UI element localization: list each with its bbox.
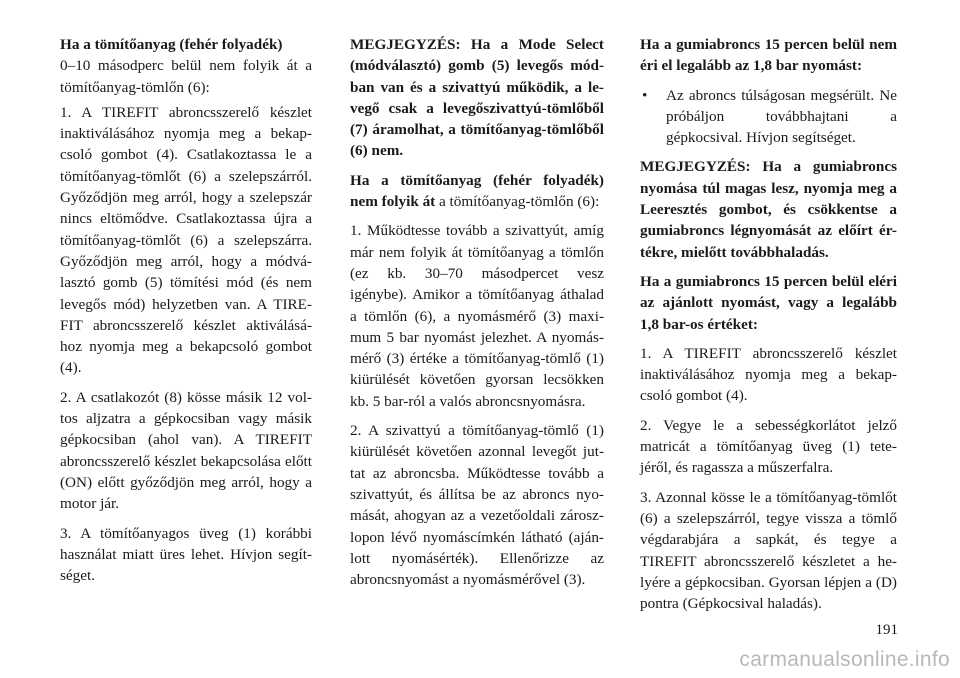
section-heading-1 — [640, 34, 897, 77]
section-heading-paragraph — [350, 170, 604, 213]
section-intro: 0–10 másodperc belül nem folyik át a tömítőanyag-tömlőn (6): — [60, 57, 312, 96]
step-paragraph-1: 1. A TIREFIT abroncsszerelő készlet inaktiválásához nyomja meg a bekap-csoló gombot (4). — [640, 344, 897, 405]
step-paragraph-2: 2. A csatlakozót (8) kösse másik 12 vol-tos aljzatra a gépkocsiban vagy másik gépkocsiban (ahol van). A TIREFIT abroncsszerelő készlet bekapcsolása előtt (ON) előtt győződjön meg arról, hogy a motor jár. — [60, 388, 312, 513]
note-paragraph — [350, 34, 604, 162]
bullet-text: Az abroncs túlságosan megsérült. Ne próbáljon továbbhajtani a gépkocsival. Hívjon segítséget. — [666, 86, 897, 147]
section-heading-rest: a tömítőanyag-tömlőn (6): — [435, 193, 600, 211]
note-text: MEGJEGYZÉS: Ha a Mode Select (módválasztó) gomb (5) levegős mód-ban van és a szivattyú működik, a le-vegő csak a levegőszivattyú-tömlőből (7) áramolhat, a tömítőanyag-tömlőből (6) nem. — [350, 36, 604, 160]
section-heading-text: Ha a gumiabroncs 15 percen belül eléri az ajánlott nyomást, vagy a legalább 1,8 bar-os értéket: — [640, 272, 897, 333]
step-paragraph-3: 3. A tömítőanyagos üveg (1) korábbi használat miatt üres lehet. Hívjon segít-séget. — [60, 524, 312, 585]
watermark: carmanualsonline.info — [739, 648, 950, 671]
note-paragraph — [640, 156, 897, 262]
step-paragraph-3: 3. Azonnal kösse le a tömítőanyag-tömlőt (6) a szelepszárról, tegye vissza a tömlő végdarabjára a sapkát, és tegye a TIREFIT abroncsszerelő készletet a he-lyére a gépkocsiban. Gyorsan lépjen a (D) pontra (Gépkocsival haladás). — [640, 488, 897, 613]
section-heading: Ha a tömítőanyag (fehér folyadék) — [60, 36, 283, 53]
step-paragraph-1: 1. Működtesse tovább a szivattyút, amíg már nem folyik át tömítőanyag a tömlőn (ez kb. 30–70 másodpercet vesz igénybe). Amikor a tömítőanyag áthalad a tömlőn (6), a nyomásmérő (3) maxi-mum 5 bar nyomást jelezhet. A nyomás-mérő (3) értéke a tömítőanyag-tömlő (1) kiürülését követően gyorsan lecsökken kb. 5 bar-ról a valós abroncsnyomásra. — [350, 222, 604, 410]
step-paragraph-1: 1. A TIREFIT abroncsszerelő készlet inaktiválásához nyomja meg a bekap-csoló gombot (4). Csatlakoztassa le a tömítőanyag-tömlőt (6) a szelepszárról. Győződjön meg arról, hogy a szelepszár nincs eltömődve. Csatlakoztassa újra a tömítőanyag-tömlőt (6) a szelepszárra. Győződjön meg arról, hogy a módvá-lasztó gomb (5) tömítési mód (és nem levegős mód) helyzetben van. A TIRE-FIT abroncsszerelő készlet aktiválásá-hoz nyomja meg a bekapcsoló gombot (4). — [60, 103, 312, 377]
text-column-2 — [350, 34, 604, 598]
section-heading-text: Ha a gumiabroncs 15 percen belül nem éri el legalább az 1,8 bar nyomást: — [640, 36, 897, 75]
step-paragraph-2: 2. Vegye le a sebességkorlátot jelző matricát a tömítőanyag üveg (1) tete-jéről, és ragassza a műszerfalra. — [640, 416, 897, 477]
page-number: 191 — [875, 622, 898, 638]
section-heading: Ha a tömítőanyag (fehér folyadék) nem folyik át — [350, 171, 604, 211]
text-column-3 — [640, 34, 897, 622]
note-text: MEGJEGYZÉS: Ha a gumiabroncs nyomása túl magas lesz, nyomja meg a Leeresztés gombot, és csökkentse a gumiabroncs légnyomását az előírt ér-tékre, mielőtt továbbhaladás. — [640, 158, 897, 261]
step-paragraph-2: 2. A szivattyú a tömítőanyag-tömlő (1) kiürülését követően azonnal levegőt jut-tat az abroncsba. Működtesse tovább a szivattyút, és állítsa be az abroncs nyo-mását, ahogyan az a vezetőoldali zárosz-lopon lévő nyomáscímkén látható (aján-lott nyomásérték). Ellenőrizze az abroncsnyomást a nyomásmérővel (3). — [350, 422, 604, 589]
bullet-item — [640, 85, 897, 149]
bullet-icon: • — [642, 86, 648, 104]
section-paragraph — [60, 34, 312, 98]
section-heading-2 — [640, 271, 897, 335]
text-column-1 — [60, 34, 312, 594]
